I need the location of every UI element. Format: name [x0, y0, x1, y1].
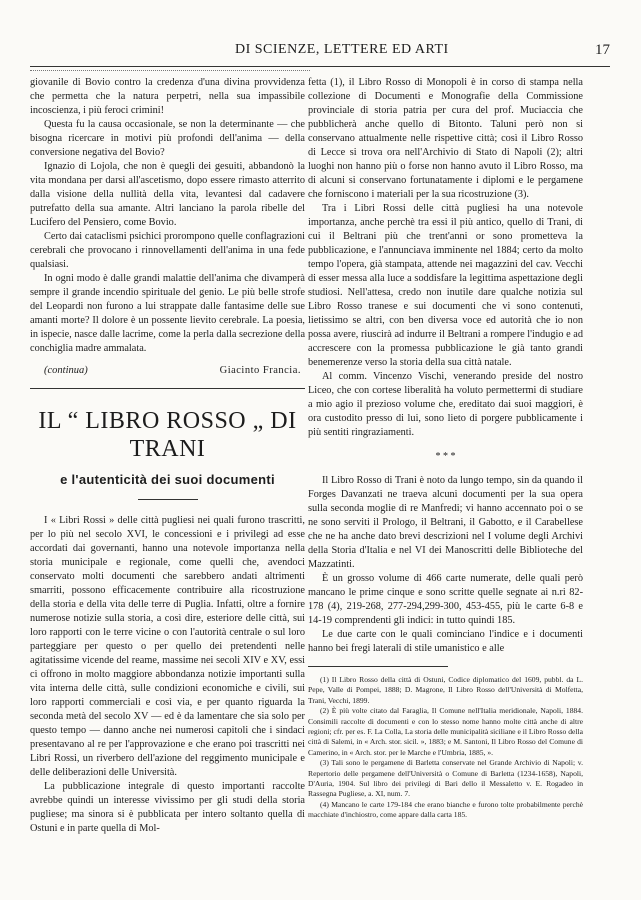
signature-line — [30, 364, 305, 378]
section-divider — [30, 388, 305, 389]
left-column — [30, 76, 305, 836]
paragraph: In ogni modo è dalle grandi malattie dell'anima che divamperà sempre il grande incendio spirituale del genio. Le più belle strofe del Leopardi non furono a lui strappate dalle fantasime delle sue amanti morte? Il dolore è un possente lievito cerebrale. La poesia, in ispecie, nasce dalle lacrime, come la perla dalla secrezione della conchiglia madre ammalata. — [30, 273, 306, 354]
paragraph: giovanile di Bovio contro la credenza d'una divina provvidenza che permetta che la natura perpetri, nella sua impassibile incoscienza, i più feroci crimini! — [30, 77, 305, 116]
footnote: (3) Tali sono le pergamene di Barletta conservate nel Grande Archivio di Napoli; v. Repertorio delle pergamene dell'Università o Comune di Barletta (1234-1658), Napoli, D'Auria, 1904. Sul libro dei privilegi di Bari dello il Messaletto v. E. Rogadeo in Rassegna Pugliese, a. XI, num. 7. — [308, 758, 583, 799]
page-number: 17 — [595, 42, 610, 58]
right-column — [308, 76, 583, 821]
title-rule — [138, 499, 198, 500]
author-name: Giacinto Francia. — [219, 365, 301, 376]
article-subtitle: e l'autenticità dei suoi documenti — [60, 472, 275, 487]
paragraph: I « Libri Rossi » delle città pugliesi nei quali furono trascritti, per lo più nel secolo XVI, le concessioni e i privilegi ad esse accordati dai governanti, hanno una notevole importanza nella storia municipale e regionale, come quelli che, avendoci conservato molti documenti che sarebbero andati altrimenti smarriti, possono efficacemente contribuire alla ricostruzione della storia e della vita delle terre di Puglia. Infatti, oltre a fornire numerose notizie sulla storia, a così dire, esteriore delle città, sui loro rapporti con le terre vicine o con l'autorità centrale o sul loro parteggiare per questo o per quello dei pretendenti nelle agitatissime vicende del reame, massime nei secoli XIV e XV, essi ci offrono in molto maggiore abbondanza notizie importanti sulla vita interna delle città, sulle condizioni economiche e civili, sui loro rapporti commerciali e così via, e per quanto riguarda la seconda metà del secolo XV — ed è da lamentare che sia solo per questo tempo — danno anche nei numerosi capitoli che i sindaci presentavano al re per l'approvazione e che erano poi trascritti nei Libri Rossi, un riverbero dell'azione del reggimento municipale e delle deliberazioni delle Università. — [30, 515, 305, 778]
footnote: (4) Mancano le carte 179-184 che erano bianche e furono tolte probabilmente perchè macchiate d'inchiostro, come appare dalla carta 185. — [308, 799, 583, 820]
paragraph: È un grosso volume di 466 carte numerate, delle quali però mancano le prime cinque e sono scritte quelle segnate ai n.ri 82-178 (4), 219-268, 277-294,299-300, 453-455, più le carte 6-8 e 14-19 comprendenti gli indici: in tutto quindi 185. — [308, 573, 583, 626]
paragraph: fetta (1), il Libro Rosso di Monopoli è in corso di stampa nella collezione di Documenti e Monografie della Commissione provinciale di storia patria per cura del prof. Muciaccia che pubblicherà anche quello di Bitonto. Taluni però non si conservano attualmente nelle rispettive città; così il Libro Rosso di Lecce si trova ora nell'Archivio di Stato di Napoli (2); altri luoghi non hanno più o forse non hanno avuto il Libro Rosso, ma di alcuni si conservano fortunatamente i diplomi e le pergamene che forniscono i materiali per la sua ricostruzione (3). — [308, 77, 583, 200]
running-title: DI SCIENZE, LETTERE ED ARTI — [235, 42, 449, 57]
header-dotted-rule — [30, 70, 310, 71]
paragraph: Il Libro Rosso di Trani è noto da lungo tempo, sin da quando il Forges Davanzati ne traeva alcuni documenti per la sua opera sulla seconda moglie di re Manfredi; vi hanno accennato poi o se ne sono serviti il Prologo, il Beltrani, il Gabotto, e il Carabellese che ne ha anche dato brevi descrizioni nel I volume degli Archivi della Storia d'Italia e nel VI dei Manoscritti delle Biblioteche del Mazzatinti. — [308, 475, 583, 570]
running-header — [30, 42, 610, 64]
paragraph: Al comm. Vincenzo Vischi, venerando preside del nostro Liceo, che con cortese liberalità ha voluto permettermi di studiare a mio agio il prezioso volume che, ereditato dai suoi maggiori, è ora custodito presso di lui, sono lieto di porgere pubblicamente i più sentiti ringraziamenti. — [308, 371, 583, 438]
paragraph: Tra i Libri Rossi delle città pugliesi ha una notevole importanza, anche perchè tra essi il più antico, quello di Trani, di cui il Beltrani più che trent'anni or sono prometteva la pubblicazione, e l'annunciava imminente nel 1884; certo da molto tempo l'opera, già stampata, attende nei magazzini del cav. Vecchi di esser messa alla luce a soddisfare la legittima aspettazione degli studiosi. Nell'attesa, credo non inutile dare qualche notizia sul Libro Rosso tranese e sui documenti che vi sono contenuti, lietissimo se altri, con ben diversa voce ed autorità che io non possa avere, riuscirà ad indurre il Beltrani a rompere l'indugio e ad accrescere con la promessa pubblicazione le già tanto grandi benemerenze verso la storia della sua città natale. — [308, 203, 583, 368]
paragraph: La pubblicazione integrale di questo importanti raccolte avrebbe quindi un interesse vivissimo per gli studi della storia pugliese; ma sinora si è pubblicata per intero soltanto quella di Ostuni e in parte quella di Mol- — [30, 781, 305, 834]
paragraph: Questa fu la causa occasionale, se non la determinante — che bisogna ricercare in motivi più profondi dell'anima — della conversione negativa del Bovio? — [30, 119, 305, 158]
article-title: IL “ LIBRO ROSSO „ DI TRANI — [38, 408, 297, 462]
footnote: (2) È più volte citato dal Faraglia, Il Comune nell'Italia meridionale, Napoli, 1884. Consimili raccolte di documenti e con lo stesso nome hanno molte città anche di altre regioni; cfr. per es. F. La Colla, La storia delle municipalità siciliane e il Libro Rosso della città di Salemi, in « Arch. stor. sicil. », 1883; e M. Santoni, Il Libro Rosso del Comune di Camerino, in « Arch. stor. per le Marche e l'Umbria, 1885, ». — [308, 706, 583, 757]
paragraph: Le due carte con le quali cominciano l'indice e i documenti hanno bei fregi laterali di stile umanistico e alle — [308, 629, 583, 654]
footnotes — [308, 675, 583, 821]
section-asterisks: * * * — [435, 451, 456, 462]
footnote-rule — [308, 666, 448, 667]
continua-label: (continua) — [44, 365, 88, 376]
paragraph: Ignazio di Lojola, che non è quegli dei gesuiti, abbandonò la vita mondana per darsi all'ascetismo, dopo essere rimasto atterrito dalla visione della nullità della vita, levantesi dal cadavere putrefatto della sua amante. Altri lanciano la parola ribelle del Lucifero del Pensiero, come Bovio. — [30, 161, 305, 228]
footnote: (1) Il Libro Rosso della città di Ostuni, Codice diplomatico del 1609, pubbl. da L. Pepe, Valle di Pompei, 1888; D. Magrone, Il Libro Rosso dell'Università di Molfetta, Trani, Vecchi, 1899. — [308, 675, 583, 705]
paragraph: Certo dai cataclismi psichici prorompono quelle conflagrazioni cerebrali che provocano i rinnovellamenti dell'anima in una fede qualsiasi. — [30, 231, 305, 270]
header-rule — [30, 66, 610, 67]
